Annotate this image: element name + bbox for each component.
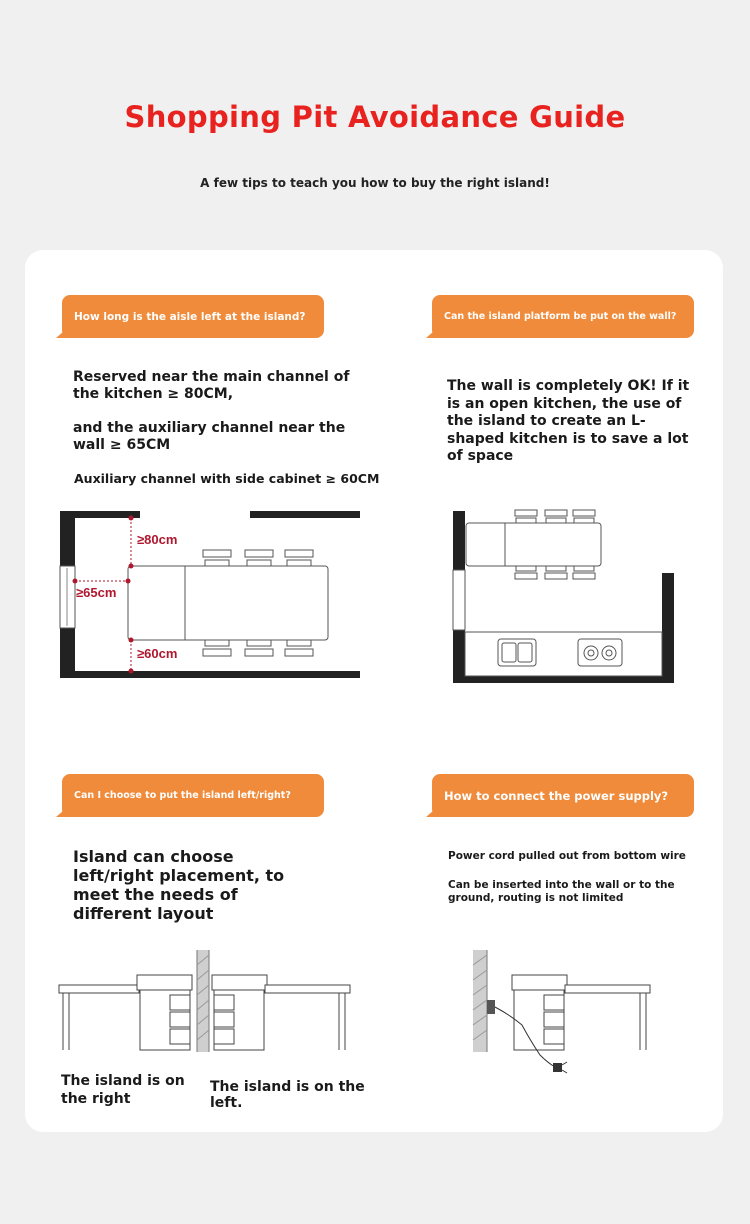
wall-left-bottom xyxy=(60,628,75,678)
left-right-placement-diagram xyxy=(57,945,352,1055)
placement-text: Island can choose left/right placement, to meet the needs of different layout xyxy=(73,847,285,923)
aisle-text-3: Auxiliary channel with side cabinet ≥ 60CM xyxy=(74,471,380,486)
dim-label-top: ≥80cm xyxy=(137,532,178,547)
dim-label-bottom: ≥60cm xyxy=(137,646,178,661)
aisle-text-1: Reserved near the main channel of the kitchen ≥ 80CM, xyxy=(73,369,350,402)
chair xyxy=(205,640,229,646)
chair xyxy=(546,566,566,571)
chair xyxy=(203,550,231,557)
chair xyxy=(287,640,311,646)
chair xyxy=(574,566,594,571)
island xyxy=(212,975,267,990)
wall-text: The wall is completely OK! If it is an open kitchen, the use of the island to create an L-shaped kitchen is to save a lot of space xyxy=(447,378,690,464)
chair xyxy=(247,640,271,646)
wall-question-tag: Can the island platform be put on the wall? xyxy=(432,295,694,338)
island xyxy=(128,566,328,640)
power-text-2: Can be inserted into the wall or to the ground, routing is not limited xyxy=(448,879,675,904)
power-text-1: Power cord pulled out from bottom wire xyxy=(448,850,686,862)
island xyxy=(512,975,567,990)
placement-question-tag: Can I choose to put the island left/right? xyxy=(62,774,324,817)
wall-top-right xyxy=(250,511,360,518)
caption-left: The island is on the left. xyxy=(210,1079,365,1111)
dim-label-left: ≥65cm xyxy=(76,585,117,600)
island xyxy=(137,975,192,990)
aisle-question-tag: How long is the aisle left at the island? xyxy=(62,295,324,338)
island xyxy=(466,523,601,566)
guide-card xyxy=(25,250,723,1132)
plug-icon xyxy=(553,1063,562,1072)
wall-left-top xyxy=(60,511,75,566)
chair xyxy=(573,510,595,516)
chair xyxy=(285,550,313,557)
power-supply-diagram xyxy=(470,945,660,1080)
power-question-tag: How to connect the power supply? xyxy=(432,774,694,817)
wall-bottom xyxy=(60,671,360,678)
page-subtitle: A few tips to teach you how to buy the right island! xyxy=(200,176,550,190)
chair xyxy=(245,550,273,557)
page-title: Shopping Pit Avoidance Guide xyxy=(124,100,626,134)
chair xyxy=(515,510,537,516)
wall-socket xyxy=(487,1000,495,1014)
aisle-floorplan-diagram xyxy=(55,508,365,683)
aisle-text-2: and the auxiliary channel near the wall ≥ 65CM xyxy=(73,420,346,453)
l-shaped-kitchen-diagram xyxy=(450,508,675,688)
caption-right: The island is on the right xyxy=(61,1073,185,1107)
chair xyxy=(516,566,536,571)
chair xyxy=(545,510,567,516)
